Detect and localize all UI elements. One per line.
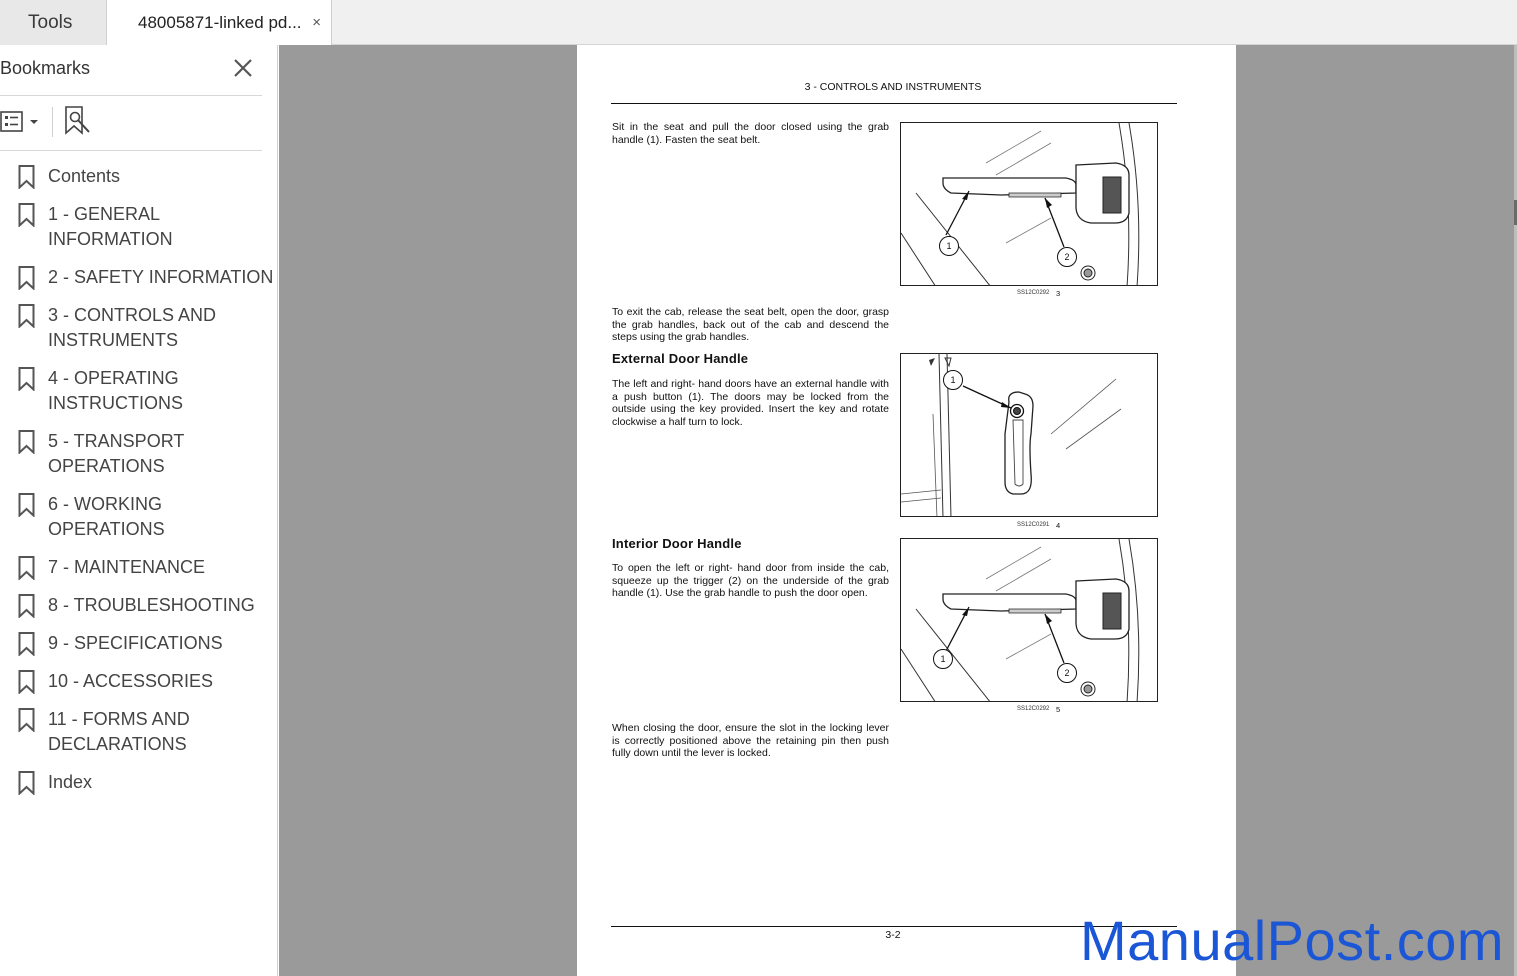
bookmark-item-contents[interactable] [0, 161, 278, 199]
bookmark-label: 9 - SPECIFICATIONS [48, 633, 223, 653]
callout-2: 2 [1057, 247, 1077, 267]
bookmark-ribbon-icon [18, 304, 35, 328]
bookmark-ribbon-icon [18, 430, 35, 454]
figure-caption: SS12C0291 [1017, 522, 1050, 528]
paragraph-4: To open the left or right- hand door from inside the cab, squeeze up the trigger (2) on the underside of the grab handle (1). Use the grab handle to push the door open. [612, 562, 889, 600]
bookmark-ribbon-icon [18, 165, 35, 189]
figure-external-handle [900, 353, 1158, 517]
tab-close-icon[interactable]: × [312, 14, 321, 31]
bookmark-item-troubleshooting[interactable] [0, 590, 278, 628]
bookmark-ribbon-icon [18, 203, 35, 227]
bookmark-item-forms-and-declarations[interactable] [0, 704, 200, 767]
bookmark-ribbon-icon [18, 594, 35, 618]
bookmark-label: 8 - TROUBLESHOOTING [48, 595, 255, 615]
bookmark-ribbon-icon [18, 708, 35, 732]
bookmark-options-icon[interactable] [0, 109, 44, 135]
find-bookmark-icon[interactable] [62, 105, 92, 137]
figure-number: 5 [1056, 705, 1061, 714]
paragraph-1: Sit in the seat and pull the door closed using the grab handle (1). Fasten the seat belt. [612, 121, 889, 146]
bookmark-ribbon-icon [18, 670, 35, 694]
bookmark-label: 6 - WORKING OPERATIONS [48, 494, 165, 539]
watermark: ManualPost.com [1080, 909, 1505, 972]
bookmark-item-index[interactable] [0, 767, 278, 805]
callout-1: 1 [933, 649, 953, 669]
paragraph-2: To exit the cab, release the seat belt, open the door, grasp the grab handles, back out of the cab and descend the steps using the grab handles. [612, 306, 889, 344]
bookmark-ribbon-icon [18, 632, 35, 656]
heading-external-door-handle: External Door Handle [612, 351, 749, 366]
tab-tools[interactable]: Tools [0, 0, 107, 45]
document-viewer[interactable] [279, 45, 1517, 976]
paragraph-3: The left and right- hand doors have an external handle with a push button (1). The doors may be locked from the outside using the key provided. Insert the key and rotate clockwise a half turn to lock. [612, 378, 889, 428]
bookmark-item-general-information[interactable] [0, 199, 200, 262]
bookmark-label: Contents [48, 166, 121, 186]
heading-interior-door-handle: Interior Door Handle [612, 536, 742, 551]
tab-bar [0, 0, 1517, 45]
bookmark-label: 11 - FORMS AND DECLARATIONS [48, 709, 190, 754]
bookmark-ribbon-icon [18, 556, 35, 580]
bookmark-label: 4 - OPERATING INSTRUCTIONS [48, 368, 183, 413]
bookmark-label: 1 - GENERAL INFORMATION [48, 204, 173, 249]
bookmark-item-maintenance[interactable] [0, 552, 278, 590]
bookmark-item-transport-operations[interactable] [0, 426, 200, 489]
bookmark-label: 3 - CONTROLS AND INSTRUMENTS [48, 305, 217, 350]
page-number: 3-2 [885, 929, 901, 941]
figure-number: 3 [1056, 289, 1061, 298]
bookmark-item-working-operations[interactable] [0, 489, 278, 552]
bookmark-item-controls-and-instruments[interactable] [0, 300, 230, 363]
toolbar-separator [52, 107, 53, 137]
figure-caption: SS12C0292 [1017, 290, 1050, 296]
tab-document[interactable] [107, 0, 332, 46]
bookmark-item-operating-instructions[interactable] [0, 363, 230, 426]
bookmark-label: 2 - SAFETY INFORMATION [48, 267, 274, 287]
bookmark-label: 10 - ACCESSORIES [48, 671, 214, 691]
bookmark-item-specifications[interactable] [0, 628, 278, 666]
paragraph-5: When closing the door, ensure the slot in the locking lever is correctly positioned above the retaining pin then push fully down until the lever is locked. [612, 722, 889, 760]
figure-number: 4 [1056, 521, 1061, 530]
bookmark-ribbon-icon [18, 367, 35, 391]
sidebar-divider [0, 95, 262, 96]
callout-1: 1 [939, 236, 959, 256]
header-rule [611, 103, 1177, 104]
bookmark-ribbon-icon [18, 266, 35, 290]
callout-2: 2 [1057, 663, 1077, 683]
bookmark-item-safety-information[interactable] [0, 262, 278, 300]
pdf-page [577, 45, 1236, 976]
figure-interior-handle [900, 538, 1158, 702]
bookmark-item-accessories[interactable] [0, 666, 278, 704]
bookmark-label: 7 - MAINTENANCE [48, 557, 206, 577]
bookmark-ribbon-icon [18, 493, 35, 517]
tab-document-label: 48005871-linked pd... [138, 13, 302, 32]
sidebar-divider [0, 150, 262, 151]
close-icon[interactable] [232, 54, 254, 80]
figure-grab-handle [900, 122, 1158, 286]
bookmark-list [0, 161, 278, 805]
bookmark-ribbon-icon [18, 771, 35, 795]
bookmark-label: Index [48, 772, 93, 792]
callout-1: 1 [943, 370, 963, 390]
page-header: 3 - CONTROLS AND INSTRUMENTS [804, 81, 982, 93]
bookmark-label: 5 - TRANSPORT OPERATIONS [48, 431, 185, 476]
figure-caption: SS12C0292 [1017, 706, 1050, 712]
bookmarks-panel [0, 45, 278, 976]
bookmarks-title: Bookmarks [0, 58, 91, 78]
